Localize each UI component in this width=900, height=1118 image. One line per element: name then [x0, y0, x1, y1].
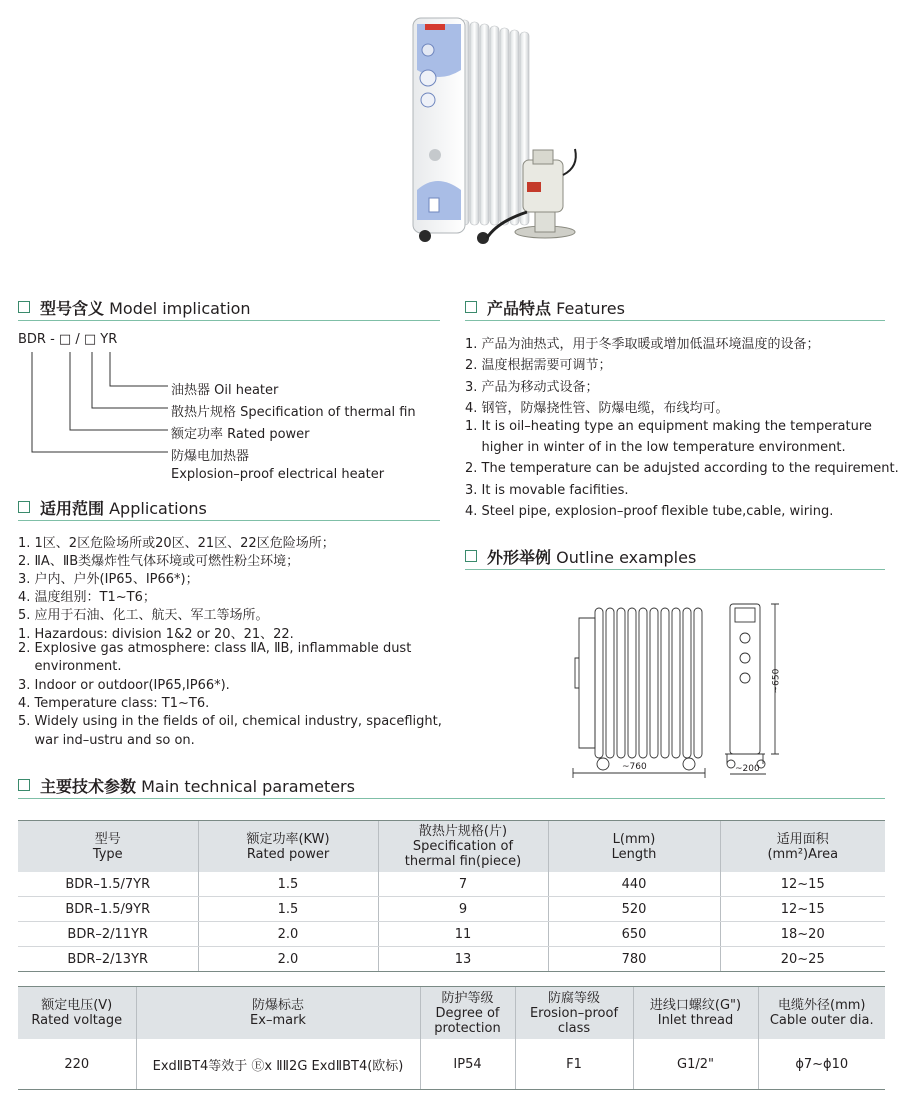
- table-row: [18, 947, 885, 972]
- table-header-cell: 散热片规格(片) Specification of thermal fin(piece): [378, 821, 548, 873]
- table-cell: 220: [18, 1039, 136, 1090]
- feature-line: 4. 钢管，防爆挠性管、防爆电缆，布线均可。: [465, 401, 729, 416]
- section-box-icon: [465, 301, 477, 313]
- model-item: 额定功率 Rated power: [171, 427, 310, 442]
- section-title-en: Main technical parameters: [141, 777, 355, 796]
- section-box-icon: [18, 501, 30, 513]
- feature-line: 2. The temperature can be adujsted according to the requirement.: [465, 461, 899, 476]
- application-line: 4. Temperature class: T1~T6.: [18, 696, 210, 711]
- feature-line: 2. 温度根据需要可调节；: [465, 358, 612, 373]
- table-cell: 12~15: [720, 872, 885, 897]
- table-cell: ExdⅡBT4等效于 Ⓔx ⅡⅡ2G ExdⅡBT4(欧标): [136, 1039, 420, 1090]
- section-title-cn: 产品特点: [487, 299, 552, 318]
- section-box-icon: [18, 301, 30, 313]
- feature-line: 1. 产品为油热式，用于冬季取暖或增加低温环境温度的设备；: [465, 337, 820, 352]
- application-line: 5. 应用于石油、化工、航天、军工等场所。: [18, 608, 269, 623]
- application-line: war ind–ustru and so on.: [18, 733, 195, 748]
- table-row: [18, 1039, 885, 1090]
- table-cell: 9: [378, 897, 548, 922]
- table-header-cell: L(mm) Length: [548, 821, 720, 873]
- table-header-cell: 额定功率(KW) Rated power: [198, 821, 378, 873]
- product-photo: [405, 10, 585, 250]
- table-header-cell: 电缆外径(mm) Cable outer dia.: [758, 987, 885, 1040]
- feature-line: 3. 产品为移动式设备；: [465, 380, 599, 395]
- table-cell: 20~25: [720, 947, 885, 972]
- section-title-en: Model implication: [109, 299, 251, 318]
- model-item: 油热器 Oil heater: [171, 383, 279, 398]
- table-cell: 13: [378, 947, 548, 972]
- table-header-cell: 防腐等级 Erosion–proof class: [515, 987, 633, 1040]
- parameters-table-1: [18, 820, 885, 972]
- table-row: [18, 872, 885, 897]
- table-cell: ϕ7~ϕ10: [758, 1039, 885, 1090]
- table-cell: G1/2": [633, 1039, 758, 1090]
- feature-line: higher in winter of in the low temperature environment.: [465, 440, 846, 455]
- table-header-cell: 防爆标志 Ex–mark: [136, 987, 420, 1040]
- feature-line: 1. It is oil–heating type an equipment making the temperature: [465, 419, 872, 434]
- section-title-cn: 主要技术参数: [40, 777, 137, 796]
- application-line: 2. ⅡA、ⅡB类爆炸性气体环境或可燃性粉尘环境；: [18, 554, 300, 569]
- section-title-en: Features: [556, 299, 625, 318]
- model-code-leader-lines: [20, 348, 170, 458]
- table-cell: BDR–1.5/7YR: [18, 872, 198, 897]
- table-row: [18, 897, 885, 922]
- table-cell: 1.5: [198, 897, 378, 922]
- table-cell: BDR–2/13YR: [18, 947, 198, 972]
- application-line: 4. 温度组别：T1~T6；: [18, 590, 156, 605]
- table-header-row: [18, 987, 885, 1040]
- section-box-icon: [465, 550, 477, 562]
- table-cell: 520: [548, 897, 720, 922]
- table-cell: BDR–2/11YR: [18, 922, 198, 947]
- feature-line: 4. Steel pipe, explosion–proof flexible tube,cable, wiring.: [465, 504, 834, 519]
- model-code: [18, 332, 117, 347]
- parameters-header: [18, 776, 885, 799]
- dim-length: ~760: [622, 762, 647, 772]
- section-title-en: Applications: [109, 499, 207, 518]
- application-line: 5. Widely using in the fields of oil, chemical industry, spaceflight,: [18, 714, 442, 729]
- table-cell: 440: [548, 872, 720, 897]
- application-line: environment.: [18, 659, 122, 674]
- model-code-prefix: BDR -: [18, 332, 59, 347]
- table-cell: BDR–1.5/9YR: [18, 897, 198, 922]
- section-box-icon: [18, 779, 30, 791]
- table-header-cell: 进线口螺纹(G") Inlet thread: [633, 987, 758, 1040]
- parameters-table-2: [18, 986, 885, 1090]
- model-item: Explosion–proof electrical heater: [171, 467, 385, 482]
- section-title-cn: 适用范围: [40, 499, 105, 518]
- table-cell: 7: [378, 872, 548, 897]
- features-header: [465, 298, 885, 321]
- table-header-cell: 适用面积 (mm²)Area: [720, 821, 885, 873]
- table-cell: 2.0: [198, 947, 378, 972]
- outline-drawing: [565, 598, 790, 780]
- outline-header: [465, 547, 885, 570]
- table-cell: 780: [548, 947, 720, 972]
- dim-depth: ~200: [735, 764, 760, 774]
- feature-line: 3. It is movable facifities.: [465, 483, 629, 498]
- table-header-cell: 防护等级 Degree of protection: [420, 987, 515, 1040]
- model-code-sep: /: [71, 332, 84, 347]
- model-code-suffix: YR: [96, 332, 118, 347]
- table-cell: 11: [378, 922, 548, 947]
- model-implication-header: [18, 298, 440, 321]
- table-cell: IP54: [420, 1039, 515, 1090]
- table-header-cell: 型号 Type: [18, 821, 198, 873]
- model-code-box: □: [83, 332, 97, 347]
- application-line: 1. Hazardous: division 1&2 or 20、21、22.: [18, 627, 294, 642]
- application-line: 1. 1区、2区危险场所或20区、21区、22区危险场所；: [18, 536, 335, 551]
- table-header-cell: 额定电压(V) Rated voltage: [18, 987, 136, 1040]
- model-item: 散热片规格 Specification of thermal fin: [171, 405, 416, 420]
- dim-height: ~650: [771, 668, 782, 694]
- application-line: 2. Explosive gas atmosphere: class ⅡA, ⅡB, inflammable dust: [18, 641, 412, 656]
- table-cell: 12~15: [720, 897, 885, 922]
- table-row: [18, 922, 885, 947]
- application-line: 3. Indoor or outdoor(IP65,IP66*).: [18, 678, 230, 693]
- table-cell: F1: [515, 1039, 633, 1090]
- model-code-box: □: [58, 332, 72, 347]
- section-title-en: Outline examples: [556, 548, 697, 567]
- table-header-row: [18, 821, 885, 873]
- application-line: 3. 户内、户外(IP65、IP66*)；: [18, 572, 199, 587]
- table-cell: 18~20: [720, 922, 885, 947]
- section-title-cn: 型号含义: [40, 299, 105, 318]
- table-cell: 2.0: [198, 922, 378, 947]
- section-title-cn: 外形举例: [487, 548, 552, 567]
- applications-header: [18, 498, 440, 521]
- table-cell: 650: [548, 922, 720, 947]
- table-cell: 1.5: [198, 872, 378, 897]
- model-item: 防爆电加热器: [171, 449, 250, 464]
